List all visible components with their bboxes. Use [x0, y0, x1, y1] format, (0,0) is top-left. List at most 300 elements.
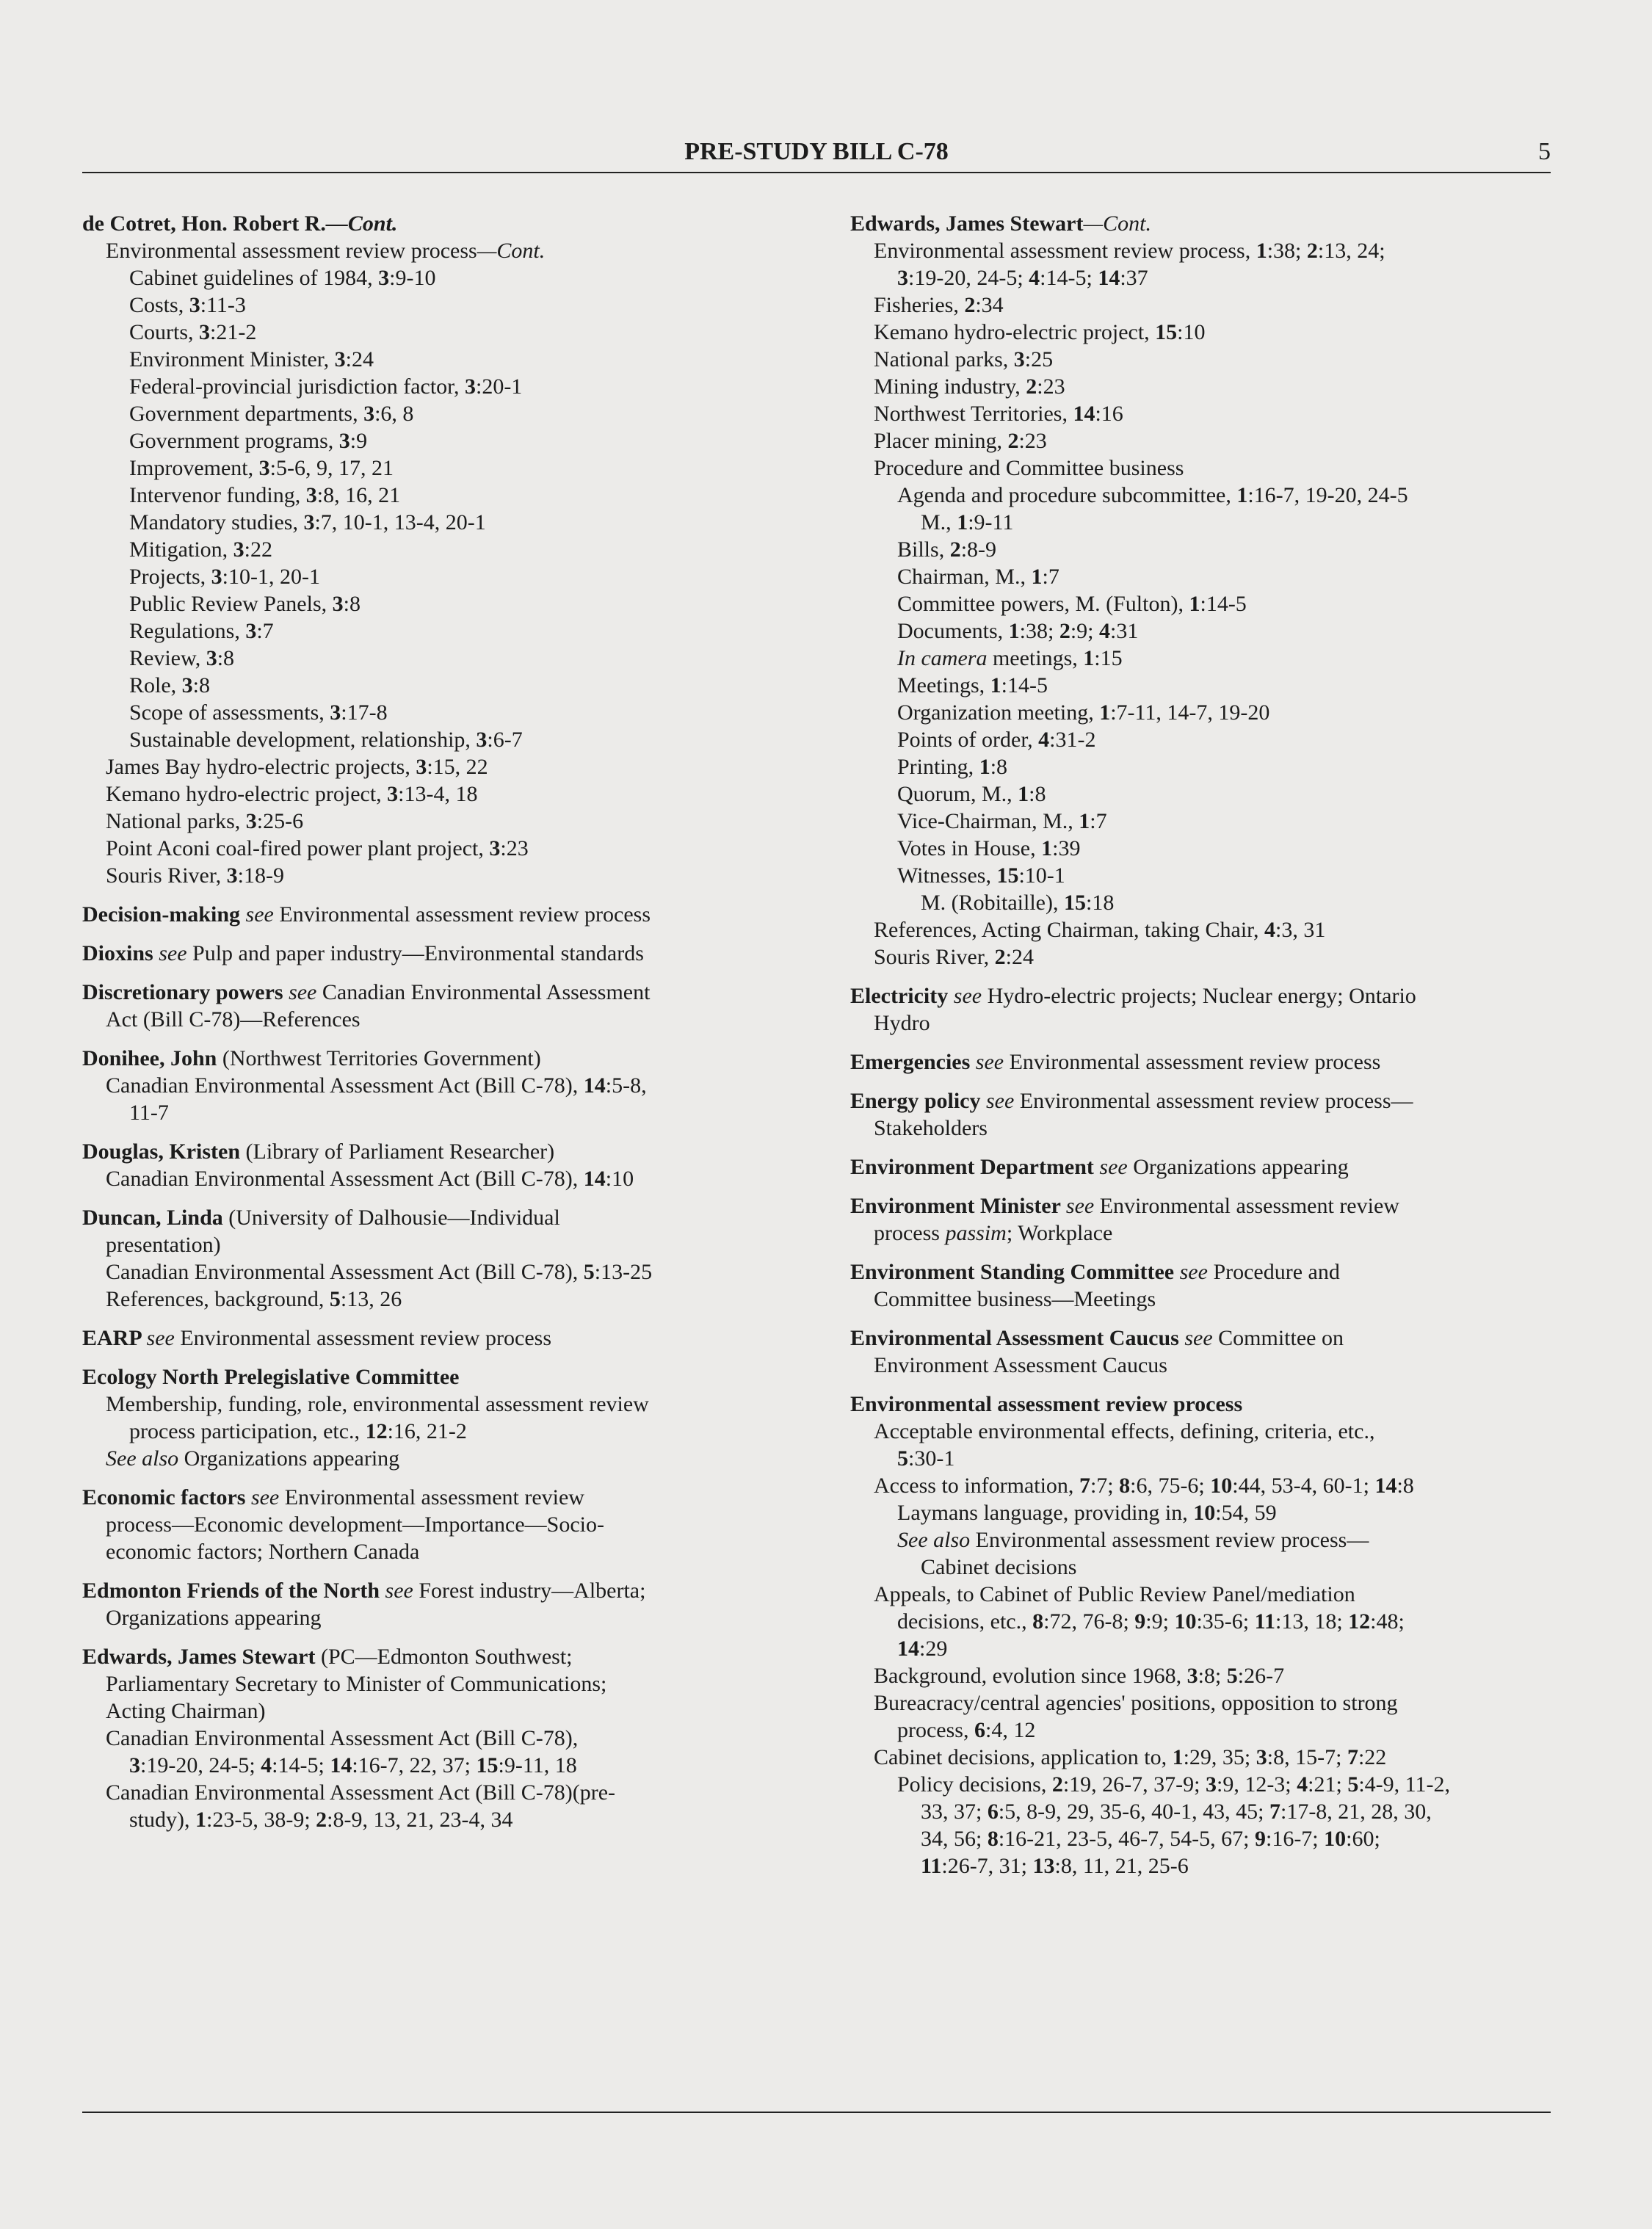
index-subentry-line [850, 1852, 1562, 1880]
index-subentry-line [850, 645, 1562, 672]
index-heading-line [82, 1363, 809, 1391]
index-subentry-line [82, 590, 809, 617]
index-text: Access to information, [874, 1474, 1079, 1498]
index-subentry-line [850, 1771, 1562, 1798]
index-subentry-line [82, 1099, 809, 1126]
index-text: :8, 16, 21 [316, 483, 401, 507]
index-text: 3 [387, 782, 399, 806]
index-text: :24 [345, 347, 374, 372]
index-text: 9 [1254, 1827, 1266, 1851]
index-text: :6, 75-6; [1130, 1474, 1211, 1498]
index-text: Government programs, [129, 429, 339, 453]
index-text: :13-4, 18 [398, 782, 478, 806]
index-text: 33, 37; [921, 1799, 988, 1824]
index-text: 2 [1026, 374, 1037, 399]
index-text: 4 [1029, 266, 1040, 290]
index-text: presentation) [106, 1233, 221, 1257]
index-subentry-line [850, 672, 1562, 699]
index-text: 3 [330, 700, 341, 725]
index-text: :34 [975, 293, 1004, 317]
index-heading-line [850, 1087, 1562, 1114]
index-subentry-line [850, 1717, 1562, 1744]
index-subentry-line [850, 291, 1562, 319]
index-text: Intervenor funding, [129, 483, 306, 507]
index-text: 8 [1119, 1474, 1131, 1498]
index-text: 1 [1083, 646, 1095, 670]
index-subentry-line [82, 1725, 809, 1752]
index-text: Northwest Territories, [874, 402, 1073, 426]
index-text: :6, 8 [374, 402, 414, 426]
index-text: :11-3 [200, 293, 246, 317]
running-title: PRE-STUDY BILL C-78 [684, 138, 949, 165]
index-text: Public Review Panels, [129, 592, 333, 616]
index-text: :13, 26 [340, 1287, 402, 1311]
index-text: Review, [129, 646, 206, 670]
index-text: 7 [1269, 1799, 1280, 1824]
index-text: Sustainable development, relationship, [129, 728, 477, 752]
index-text: 7 [1347, 1745, 1358, 1769]
index-text: 3 [129, 1753, 140, 1777]
index-text: 14 [1073, 402, 1095, 426]
index-text: Environmental assessment review process, [874, 239, 1256, 263]
index-text: see [1065, 1194, 1100, 1218]
index-text: :16-21, 23-5, 46-7, 54-5, 67; [998, 1827, 1255, 1851]
index-subentry-line [82, 400, 809, 427]
index-heading-line [82, 979, 809, 1006]
index-text: Federal-provincial jurisdiction factor, [129, 374, 465, 399]
index-text: :8 [217, 646, 235, 670]
index-text: :38; [1019, 619, 1059, 643]
index-text: Environmental assessment review [284, 1485, 584, 1509]
index-subentry-line [850, 346, 1562, 373]
index-text: 14 [1098, 266, 1120, 290]
index-text: :13, 18; [1275, 1609, 1349, 1634]
index-subentry-line [82, 1258, 809, 1286]
index-text: :39 [1052, 836, 1081, 860]
index-heading-line [82, 1484, 809, 1511]
index-text: Organizations appearing [106, 1606, 322, 1630]
index-text: :19-20, 24-5; [140, 1753, 261, 1777]
index-subentry-line [82, 1538, 809, 1565]
index-text: Mandatory studies, [129, 510, 304, 534]
index-text: 12 [365, 1419, 388, 1443]
index-text: Votes in House, [897, 836, 1042, 860]
index-text: :8 [1029, 782, 1046, 806]
index-text: 3 [334, 347, 346, 372]
index-text: Environment Minister [850, 1194, 1066, 1218]
index-text: Environmental assessment review process [180, 1326, 552, 1350]
index-text: 4 [1297, 1772, 1308, 1797]
index-text: 5 [1347, 1772, 1359, 1797]
index-text: Placer mining, [874, 429, 1008, 453]
index-text: 10 [1193, 1501, 1216, 1525]
index-text: 3 [1205, 1772, 1217, 1797]
index-text: Point Aconi coal-fired power plant project, [106, 836, 490, 860]
index-subentry-line [850, 699, 1562, 726]
index-text: 34, 56; [921, 1827, 988, 1851]
index-text: 3 [181, 673, 193, 697]
index-text: 12 [1348, 1609, 1371, 1634]
index-subentry-line [850, 1689, 1562, 1717]
index-text: Decision-making [82, 902, 246, 927]
index-text: :30-1 [908, 1446, 955, 1471]
index-text: :21-2 [210, 320, 257, 344]
index-text: Acceptable environmental effects, defining, criteria, etc., [874, 1419, 1375, 1443]
index-subentry-line [82, 1165, 809, 1192]
index-text: Economic factors [82, 1485, 251, 1509]
index-subentry-line [82, 1391, 809, 1418]
index-text: :10-1, 20-1 [222, 565, 320, 589]
index-text: 1 [1041, 836, 1053, 860]
index-subentry-line [850, 1635, 1562, 1662]
index-entry [850, 1258, 1562, 1313]
index-text: :8 [990, 755, 1008, 779]
index-subentry-line [82, 862, 809, 889]
index-subentry-line [850, 1798, 1562, 1825]
index-subentry-line [850, 264, 1562, 291]
index-subentry-line [850, 753, 1562, 780]
index-text: M. (Robitaille), [921, 891, 1064, 915]
index-text: Costs, [129, 293, 189, 317]
index-text: Laymans language, providing in, [897, 1501, 1194, 1525]
index-text: :13, 24; [1317, 239, 1385, 263]
index-text: Stakeholders [874, 1116, 988, 1140]
index-text: 3 [1013, 347, 1025, 372]
index-text: 1 [1099, 700, 1111, 725]
index-text: 1 [979, 755, 990, 779]
index-text: :60; [1346, 1827, 1380, 1851]
index-text: 10 [1324, 1827, 1347, 1851]
index-text: :16-7; [1265, 1827, 1325, 1851]
index-text: :3, 31 [1275, 918, 1326, 942]
index-text: 5 [897, 1446, 908, 1471]
index-text: 3 [416, 755, 427, 779]
index-heading-line [82, 1045, 809, 1072]
index-subentry-line [82, 1670, 809, 1697]
index-text: Mining industry, [874, 374, 1026, 399]
index-text: :8 [192, 673, 211, 697]
index-text: James Bay hydro-electric projects, [106, 755, 416, 779]
index-entry [850, 1391, 1562, 1880]
index-subentry-line [850, 1010, 1562, 1037]
index-text: 3 [226, 863, 238, 888]
index-text: Kemano hydro-electric project, [874, 320, 1156, 344]
index-heading-line [82, 1324, 809, 1352]
index-text: Environmental assessment review [1099, 1194, 1399, 1218]
index-subentry-line [850, 916, 1562, 943]
index-heading-line [82, 1204, 809, 1231]
index-text: 6 [974, 1718, 985, 1742]
page-number: 5 [1538, 138, 1551, 165]
index-text: Committee powers, M. (Fulton), [897, 592, 1189, 616]
index-text: Emergencies [850, 1050, 976, 1074]
index-text: 7 [1079, 1474, 1090, 1498]
index-subentry-line [82, 1418, 809, 1445]
index-entry [82, 1577, 809, 1631]
index-text: Edwards, James Stewart [82, 1645, 321, 1669]
index-text: :9-11 [968, 510, 1014, 534]
index-text: :14-5; [1040, 266, 1098, 290]
index-text: :6-7 [487, 728, 523, 752]
index-text: 15 [476, 1753, 499, 1777]
index-text: Scope of assessments, [129, 700, 330, 725]
index-subentry-line [82, 672, 809, 699]
index-text: :44, 53-4, 60-1; [1232, 1474, 1375, 1498]
index-text: :7 [1090, 809, 1107, 833]
index-text: 3 [245, 619, 257, 643]
index-subentry-line [82, 726, 809, 753]
index-subentry-line [82, 1072, 809, 1099]
index-text: :7; [1090, 1474, 1120, 1498]
index-subentry-line [850, 536, 1562, 563]
index-text: :7, 10-1, 13-4, 20-1 [314, 510, 486, 534]
index-text: 8 [1032, 1609, 1044, 1634]
index-subentry-line [850, 237, 1562, 264]
index-heading-line [82, 1643, 809, 1670]
index-text: :16 [1095, 402, 1123, 426]
index-heading-line [850, 210, 1562, 237]
index-subentry-line [850, 862, 1562, 889]
index-text: Cabinet guidelines of 1984, [129, 266, 379, 290]
index-text: :8 [1396, 1474, 1414, 1498]
index-text: :9, 12-3; [1216, 1772, 1297, 1797]
index-text: :38; [1267, 239, 1307, 263]
index-text: 1 [1079, 809, 1090, 833]
index-text: Canadian Environmental Assessment Act (Bill C-78), [106, 1073, 584, 1098]
index-subentry-line [850, 1445, 1562, 1472]
index-text: 3 [338, 429, 350, 453]
index-text: 3 [245, 809, 257, 833]
index-text: :4-9, 11-2, [1358, 1772, 1451, 1797]
index-text: :17-8 [341, 700, 388, 725]
index-entry [850, 210, 1562, 971]
index-text: see [385, 1579, 419, 1603]
index-subentry-line [850, 1825, 1562, 1852]
index-text: Appeals, to Cabinet of Public Review Panel/mediation [874, 1582, 1355, 1606]
index-subentry-line [850, 454, 1562, 482]
index-text: Cabinet decisions [921, 1555, 1077, 1579]
index-text: Role, [129, 673, 182, 697]
index-text: Dioxins [82, 941, 159, 965]
index-text: 3 [233, 537, 244, 562]
index-subentry-line [82, 1286, 809, 1313]
index-text: Forest industry—Alberta; [419, 1579, 646, 1603]
index-text: 15 [1063, 891, 1086, 915]
index-text: 4 [1264, 918, 1275, 942]
index-text: Organizations appearing [184, 1446, 400, 1471]
index-subentry-line [850, 1352, 1562, 1379]
index-text: :21; [1308, 1772, 1348, 1797]
index-text: 9 [1134, 1609, 1146, 1634]
index-text: 14 [1374, 1474, 1397, 1498]
index-text: Environmental assessment review process [1009, 1050, 1381, 1074]
index-text: 14 [330, 1753, 352, 1777]
index-text: 15 [996, 863, 1019, 888]
index-text: Environmental Assessment Caucus [850, 1326, 1185, 1350]
index-text: see [245, 902, 280, 927]
index-text: see [146, 1326, 181, 1350]
index-text: 5 [583, 1260, 595, 1284]
index-text: :10-1 [1018, 863, 1065, 888]
index-text: Donihee, John [82, 1046, 222, 1070]
index-subentry-line [850, 1219, 1562, 1247]
index-text: 10 [1174, 1609, 1197, 1634]
index-text: 3 [189, 293, 200, 317]
index-text: References, background, [106, 1287, 330, 1311]
index-text: :37 [1120, 266, 1148, 290]
index-subentry-line [82, 1006, 809, 1033]
index-text: :16-7, 19-20, 24-5 [1247, 483, 1408, 507]
index-text: 1 [1018, 782, 1029, 806]
index-text: 4 [261, 1753, 272, 1777]
index-text: :72, 76-8; [1043, 1609, 1135, 1634]
index-text: 4 [1098, 619, 1110, 643]
index-entry [82, 979, 809, 1033]
index-subentry-line [82, 645, 809, 672]
index-heading-line [850, 1324, 1562, 1352]
index-entry [850, 982, 1562, 1037]
index-text: Discretionary powers [82, 980, 289, 1004]
index-text: 14 [583, 1073, 606, 1098]
index-text: Souris River, [106, 863, 227, 888]
index-text: :9; [1070, 619, 1099, 643]
index-text: ; Workplace [1006, 1221, 1113, 1245]
index-subentry-line [82, 373, 809, 400]
index-text: :26-7, 31; [941, 1854, 1033, 1878]
index-entry [82, 1363, 809, 1472]
index-text: :5-8, [605, 1073, 647, 1098]
index-text: Environmental assessment review process [850, 1392, 1243, 1416]
index-subentry-line [850, 1744, 1562, 1771]
index-text: 2 [316, 1808, 327, 1832]
index-text: :10 [605, 1167, 634, 1191]
index-subentry-line [850, 1608, 1562, 1635]
index-text: Hydro-electric projects; Nuclear energy; Ontario [987, 984, 1416, 1008]
index-text: 1 [1189, 592, 1200, 616]
index-text: process, [897, 1718, 974, 1742]
index-text: :22 [244, 537, 273, 562]
index-heading-line [82, 1138, 809, 1165]
index-text: —Cont. [325, 211, 398, 236]
index-text: 2 [994, 945, 1006, 969]
index-entry [82, 1045, 809, 1126]
index-subentry-line [82, 291, 809, 319]
index-subentry-line [82, 1697, 809, 1725]
index-subentry-line [850, 1581, 1562, 1608]
index-text: :8-9, 13, 21, 23-4, 34 [327, 1808, 513, 1832]
index-text: Regulations, [129, 619, 246, 643]
index-text: 3 [363, 402, 375, 426]
index-text: 3 [476, 728, 488, 752]
index-column-left [82, 210, 809, 1833]
index-text: 3 [464, 374, 476, 399]
index-subentry-line [850, 617, 1562, 645]
index-text: 1 [1236, 483, 1248, 507]
index-text: see [1184, 1326, 1219, 1350]
index-text: 3 [199, 320, 211, 344]
index-text: See also [897, 1528, 976, 1552]
index-text: Act (Bill C-78)—References [106, 1007, 361, 1032]
index-text: :29 [919, 1637, 948, 1661]
index-subentry-line [850, 943, 1562, 971]
index-subentry-line [82, 699, 809, 726]
index-text: Environment Minister, [129, 347, 335, 372]
index-text: :19-20, 24-5; [908, 266, 1029, 290]
index-text: :5-6, 9, 17, 21 [269, 456, 394, 480]
index-text: 11-7 [129, 1101, 169, 1125]
index-subentry-line [82, 1231, 809, 1258]
index-text: :14-5; [272, 1753, 330, 1777]
index-text: :31-2 [1049, 728, 1096, 752]
index-entry [850, 1324, 1562, 1379]
index-subentry-line [850, 1499, 1562, 1526]
index-text: 2 [1059, 619, 1070, 643]
index-text: :19, 26-7, 37-9; [1062, 1772, 1206, 1797]
index-text: Courts, [129, 320, 200, 344]
index-heading-line [850, 1258, 1562, 1286]
index-subentry-line [82, 563, 809, 590]
index-text: Canadian Environmental Assessment Act (Bill C-78), [106, 1167, 584, 1191]
index-text: Mitigation, [129, 537, 233, 562]
index-subentry-line [82, 1604, 809, 1631]
index-text: :23 [1037, 374, 1065, 399]
index-text: 1 [1008, 619, 1020, 643]
index-text: :17-8, 21, 28, 30, [1280, 1799, 1432, 1824]
index-text: :16, 21-2 [387, 1419, 467, 1443]
index-text: decisions, etc., [897, 1609, 1033, 1634]
index-text: Edwards, James Stewart [850, 211, 1084, 236]
index-text: 1 [1031, 565, 1043, 589]
index-text: Chairman, M., [897, 565, 1032, 589]
index-text: Edmonton Friends of the North [82, 1579, 385, 1603]
index-text: :8-9 [960, 537, 997, 562]
index-entry [850, 1087, 1562, 1142]
index-text: Points of order, [897, 728, 1039, 752]
index-text: Acting Chairman) [106, 1699, 266, 1723]
index-subentry-line [82, 780, 809, 808]
index-text: Parliamentary Secretary to Minister of Communications; [106, 1672, 607, 1696]
index-text: Fisheries, [874, 293, 965, 317]
index-text: 3 [378, 266, 390, 290]
index-subentry-line [850, 319, 1562, 346]
index-entry [82, 1484, 809, 1565]
index-text: Ecology North Prelegislative Committee [82, 1365, 460, 1389]
index-text: see [975, 1050, 1010, 1074]
index-subentry-line [82, 454, 809, 482]
index-subentry-line [850, 509, 1562, 536]
index-text: Environmental assessment review process— [975, 1528, 1369, 1552]
index-subentry-line [850, 427, 1562, 454]
index-subentry-line [82, 753, 809, 780]
index-text: 1 [990, 673, 1001, 697]
index-text: :8, 11, 21, 25-6 [1054, 1854, 1189, 1878]
index-text: Hydro [874, 1011, 930, 1035]
index-text: :14-5 [1001, 673, 1048, 697]
index-text: process participation, etc., [129, 1419, 366, 1443]
index-text: Government departments, [129, 402, 364, 426]
index-text: Committee business—Meetings [874, 1287, 1156, 1311]
index-text: study), [129, 1808, 195, 1832]
index-subentry-line [850, 1286, 1562, 1313]
index-text: 8 [987, 1827, 999, 1851]
index-text: :8; [1198, 1664, 1227, 1688]
index-text: passim [945, 1221, 1007, 1245]
index-text: :4, 12 [985, 1718, 1036, 1742]
index-subentry-line [850, 1114, 1562, 1142]
index-text: process—Economic development—Importance—Socio- [106, 1512, 604, 1537]
index-text: Organizations appearing [1133, 1155, 1349, 1179]
index-text: :7 [1042, 565, 1059, 589]
